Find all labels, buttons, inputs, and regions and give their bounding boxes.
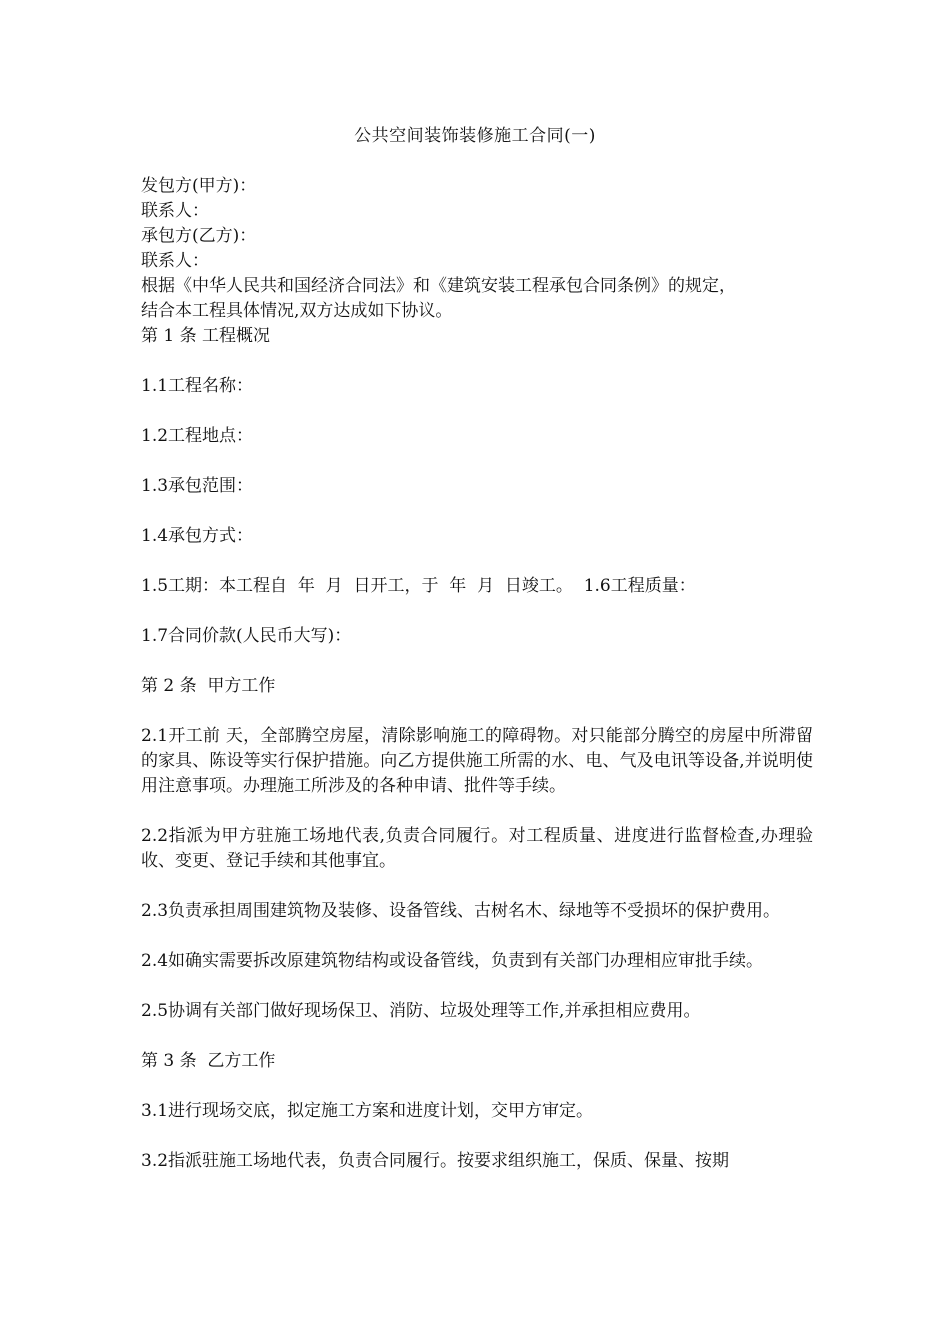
document-body: [141, 174, 813, 1174]
clause-2-5: 2.5协调有关部门做好现场保卫、消防、垃圾处理等工作,并承担相应费用。: [141, 1001, 701, 1021]
clause-3-1: 3.1进行现场交底，拟定施工方案和进度计划，交甲方审定。: [141, 1101, 594, 1121]
party-b-line: 承包方(乙方)：: [141, 226, 257, 246]
clause-1-2: 1.2工程地点：: [141, 426, 254, 446]
clause-1-1: 1.1工程名称：: [141, 376, 254, 396]
article-2-heading: 第 2 条 甲方工作: [141, 676, 276, 696]
clause-1-7: 1.7合同价款(人民币大写)：: [141, 626, 352, 646]
clause-2-3: 2.3负责承担周围建筑物及装修、设备管线、古树名木、绿地等不受损坏的保护费用。: [141, 901, 781, 921]
clause-1-5-1-6: 1.5工期：本工程自 年 月 日开工，于 年 月 日竣工。 1.6工程质量：: [141, 576, 696, 596]
article-3-heading: 第 3 条 乙方工作: [141, 1051, 276, 1071]
clause-1-3: 1.3承包范围：: [141, 476, 254, 496]
document-title: 公共空间装饰装修施工合同(一): [354, 126, 596, 146]
party-a-line: 发包方(甲方)：: [141, 176, 257, 196]
clause-2-2: 2.2指派为甲方驻施工场地代表,负责合同履行。对工程质量、进度进行监督检查,办理验收、变更、登记手续和其他事宜。: [141, 826, 813, 871]
party-b-contact-line: 联系人：: [141, 251, 209, 271]
clause-2-1: 2.1开工前 天，全部腾空房屋，清除影响施工的障碍物。对只能部分腾空的房屋中所滞留的家具、陈设等实行保护措施。向乙方提供施工所需的水、电、气及电讯等设备,并说明使用注意事项。办理施工所涉及的各种申请、批件等手续。: [141, 726, 813, 796]
clause-1-4: 1.4承包方式：: [141, 526, 254, 546]
article-1-heading: 第 1 条 工程概况: [141, 326, 271, 346]
clause-2-4: 2.4如确实需要拆改原建筑物结构或设备管线，负责到有关部门办理相应审批手续。: [141, 951, 764, 971]
clause-3-2: 3.2指派驻施工场地代表，负责合同履行。按要求组织施工，保质、保量、按期: [141, 1151, 730, 1171]
basis-line-2: 结合本工程具体情况,双方达成如下协议。: [141, 301, 453, 321]
party-a-contact-line: 联系人：: [141, 201, 209, 221]
basis-line-1: 根据《中华人民共和国经济合同法》和《建筑安装工程承包合同条例》的规定，: [141, 276, 736, 296]
